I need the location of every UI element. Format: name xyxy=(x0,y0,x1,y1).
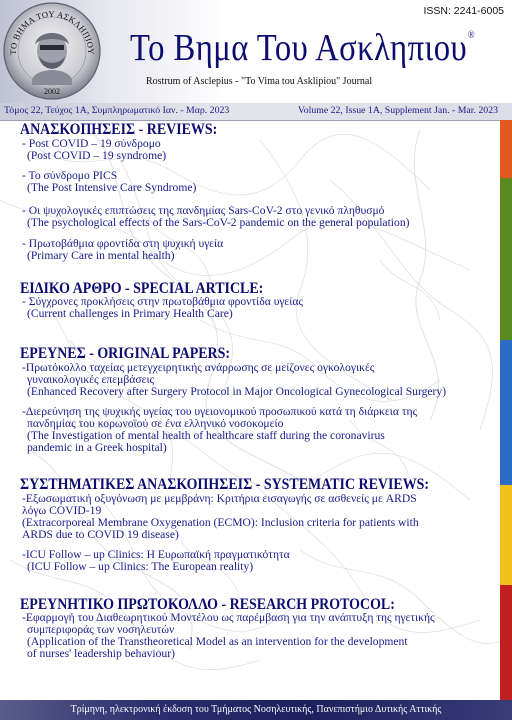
journal-title-text: Το Βημα Του Ασκληπιου xyxy=(130,27,468,69)
section-heading-protocol: ΕΡΕΥΝΗΤΙΚΟ ΠΡΩΤΟΚΟΛΛΟ - RESEARCH PROTOCOL: xyxy=(20,596,395,613)
systematic-2-greek: -ICU Follow – up Clinics: Η Ευρωπαϊκή πραγματικότητα xyxy=(22,548,290,561)
protocol-1-english-line1: (Application of the Transtheoretical Model as an intervention for the development xyxy=(27,635,408,648)
color-bar-green xyxy=(500,178,512,340)
section-heading-original: ΕΡΕΥΝΕΣ - ORIGINAL PAPERS: xyxy=(20,345,230,362)
review-1-greek: - Post COVID – 19 σύνδρομο xyxy=(22,137,161,150)
journal-subtitle: Rostrum of Asclepius - "To Vima tou Asklipiou" Journal xyxy=(146,76,373,87)
asclepius-logo xyxy=(2,1,102,101)
original-1-greek-line1: -Πρωτόκολλο ταχείας μετεγχειρητικής ανάρρωσης σε μείζονες ογκολογικές xyxy=(22,361,375,374)
special-1-english: (Current challenges in Primary Health Care) xyxy=(27,307,233,320)
systematic-1-english-line2: ARDS due to COVID 19 disease) xyxy=(22,528,179,541)
systematic-1-greek-line1: -Εξωσωματική οξυγόνωση με μεμβράνη: Κριτήρια εισαγωγής σε ασθενείς με ARDS xyxy=(22,492,417,505)
review-3-english: (The psychological effects of the Sars-CoV-2 pandemic on the general population) xyxy=(27,216,410,229)
review-2-greek: - Το σύνδρομο PICS xyxy=(22,169,118,182)
original-2-greek-line1: -Διερεύνηση της ψυχικής υγείας του υγειονομικού προσωπικού κατά τη διάρκεια της xyxy=(22,405,418,418)
original-2-greek-line2: πανδημίας του κορωνοϊού σε ένα ελληνικό νοσοκομείο xyxy=(27,417,284,430)
section-heading-reviews: ΑΝΑΣΚΟΠΗΣΕΙΣ - REVIEWS: xyxy=(20,121,218,138)
section-heading-systematic: ΣΥΣΤΗΜΑΤΙΚΕΣ ΑΝΑΣΚΟΠΗΣΕΙΣ - SYSTEMATIC REVIEWS: xyxy=(20,476,430,493)
review-1-english: (Post COVID – 19 syndrome) xyxy=(27,149,167,162)
issue-info-greek: Τόμος 22, Τεύχος 1Α, Συμπληρωματικό Ιαν. - Μαρ. 2023 xyxy=(4,105,230,116)
issn-label: ISSN: 2241-6005 xyxy=(423,5,504,17)
systematic-1-english-line1: (Extracorporeal Membrane Oxygenation (ECMO): Inclusion criteria for patients with xyxy=(22,516,419,529)
logo-year: 2002 xyxy=(44,87,60,96)
footer-text: Τρίμηνη, ηλεκτρονική έκδοση του Τμήματος Νοσηλευτικής, Πανεπιστήμιο Δυτικής Αττικής xyxy=(70,704,442,715)
review-4-english: (Primary Care in mental health) xyxy=(27,249,175,262)
review-2-english: (The Post Intensive Care Syndrome) xyxy=(27,181,197,194)
journal-title xyxy=(130,26,475,70)
protocol-1-english-line2: of nurses' leadership behaviour) xyxy=(27,647,175,660)
color-bar-orange xyxy=(500,120,512,178)
protocol-1-greek-line1: -Εφαρμογή του Διαθεωρητικού Μοντέλου ως παρέμβαση για την ανάπτυξη της ηγετικής xyxy=(22,611,435,624)
systematic-2-english: (ICU Follow – up Clinics: The European reality) xyxy=(27,560,254,573)
color-bar-blue xyxy=(500,340,512,485)
protocol-1-greek-line2: συμπεριφοράς των νοσηλευτών xyxy=(27,623,175,636)
review-3-greek: - Οι ψυχολογικές επιπτώσεις της πανδημίας Sars-CoV-2 στο γενικό πληθυσμό xyxy=(22,204,385,217)
logo-arc-text: ΤΟ ΒΗΜΑ ΤΟΥ ΑΣΚΛΗΠΙΟΥ xyxy=(7,8,97,55)
review-4-greek: - Πρωτοβάθμια φροντίδα στη ψυχική υγεία xyxy=(22,237,224,250)
original-1-greek-line2: γυναικολογικές επεμβάσεις xyxy=(27,373,155,386)
color-bar-yellow xyxy=(500,485,512,585)
registered-mark: ® xyxy=(467,30,475,41)
systematic-1-greek-line2: λόγω COVID-19 xyxy=(22,504,102,517)
color-bar-red xyxy=(500,585,512,700)
original-1-english: (Enhanced Recovery after Surgery Protocol in Major Oncological Gynecological Surgery) xyxy=(27,385,447,398)
section-heading-special: ΕΙΔΙΚΟ ΑΡΘΡΟ - SPECIAL ARTICLE: xyxy=(20,280,264,297)
issue-info-english: Volume 22, Issue 1A, Supplement Jan. - Mar. 2023 xyxy=(297,105,498,116)
special-1-greek: - Σύγχρονες προκλήσεις στην πρωτοβάθμια φροντίδα υγείας xyxy=(22,295,304,308)
original-2-english-line2: pandemic in a Greek hospital) xyxy=(27,441,167,454)
original-2-english-line1: (The Investigation of mental health of healthcare staff during the coronavirus xyxy=(27,429,385,442)
